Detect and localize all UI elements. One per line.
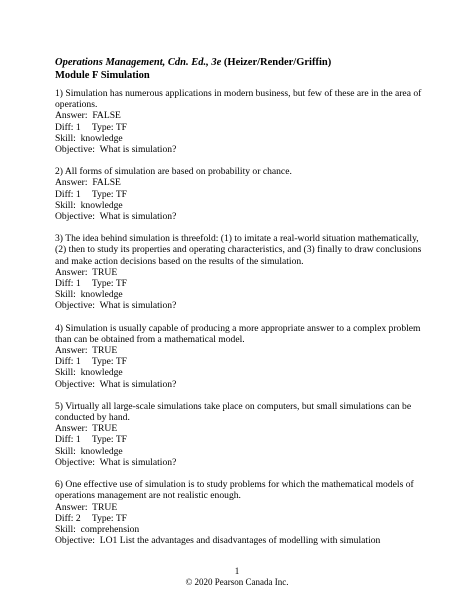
type-label: Type: [91, 434, 116, 446]
answer-label: Answer: [55, 177, 93, 189]
objective-label: Objective: [55, 456, 100, 468]
type-value: TF [115, 188, 128, 200]
answer-label: Answer: [55, 266, 93, 278]
answer-line [55, 423, 425, 434]
answer-line [55, 177, 425, 188]
question-text: 5) Virtually all large-scale simulations take place on computers, but small simulations can be conducted by hand. [55, 400, 412, 424]
diff-label: Diff: [55, 121, 76, 133]
type-label: Type: [91, 278, 116, 290]
question-item [55, 323, 425, 390]
question-item [55, 401, 425, 468]
answer-value: TRUE [92, 266, 118, 278]
answer-line [55, 502, 425, 513]
skill-line [55, 367, 425, 378]
diff-label: Diff: [55, 278, 76, 290]
type-value: TF [115, 512, 128, 524]
page-number: 1 [234, 566, 240, 576]
skill-line [55, 446, 425, 457]
book-authors: (Heizer/Render/Griffin) [221, 57, 332, 68]
skill-value: knowledge [80, 367, 123, 379]
type-label: Type: [91, 512, 116, 524]
answer-value: TRUE [92, 423, 118, 435]
answer-label: Answer: [55, 110, 93, 122]
question-list [55, 88, 425, 557]
skill-value: knowledge [80, 199, 123, 211]
answer-value: TRUE [92, 501, 118, 513]
objective-line [55, 535, 425, 546]
skill-label: Skill: [55, 523, 81, 535]
diff-line [55, 122, 425, 133]
objective-line [55, 144, 425, 155]
answer-line [55, 267, 425, 278]
question-text: 3) The idea behind simulation is threefold: (1) to imitate a real-world situation mathematically, (2) then to study its properties and operating characteristics, and (3) finally to draw conclusions and make action decisions based on the results of the simulation. [55, 233, 422, 267]
diff-value: 1 [75, 278, 81, 290]
objective-value: What is simulation? [99, 211, 177, 223]
diff-line [55, 513, 425, 524]
question-item [55, 88, 425, 155]
answer-line [55, 110, 425, 121]
type-label: Type: [91, 188, 116, 200]
diff-line [55, 278, 425, 289]
objective-value: What is simulation? [99, 456, 177, 468]
question-text: 4) Simulation is usually capable of producing a more appropriate answer to a complex problem than can be obtained from a mathematical model. [55, 322, 421, 345]
type-label: Type: [91, 121, 116, 133]
module-title: Module F Simulation [55, 70, 150, 81]
diff-label: Diff: [55, 434, 76, 446]
diff-value: 1 [75, 121, 81, 133]
diff-value: 2 [75, 512, 81, 524]
question-text: 6) One effective use of simulation is to study problems for which the mathematical models of operations management are not realistic enough. [55, 479, 414, 502]
type-value: TF [115, 121, 128, 133]
skill-label: Skill: [55, 289, 81, 301]
question-item [55, 166, 425, 222]
skill-line [55, 524, 425, 535]
diff-value: 1 [75, 188, 81, 200]
objective-line [55, 211, 425, 222]
objective-value: What is simulation? [99, 378, 177, 390]
question-item [55, 233, 425, 311]
objective-label: Objective: [55, 300, 100, 312]
skill-label: Skill: [55, 132, 81, 144]
objective-label: Objective: [55, 211, 100, 223]
diff-label: Diff: [55, 512, 76, 524]
type-value: TF [115, 434, 128, 446]
skill-value: knowledge [80, 132, 123, 144]
answer-label: Answer: [55, 345, 93, 357]
answer-label: Answer: [55, 501, 93, 513]
objective-value: LO1 List the advantages and disadvantages of modelling with simulation [99, 535, 381, 547]
skill-label: Skill: [55, 367, 81, 379]
answer-value: TRUE [92, 345, 118, 357]
skill-value: comprehension [80, 523, 140, 535]
question-text: 1) Simulation has numerous applications in modern business, but few of these are in the area of operations. [55, 88, 422, 111]
type-value: TF [115, 278, 128, 290]
book-title-italic: Operations Management, Cdn. Ed., 3e [55, 57, 222, 68]
question-item [55, 479, 425, 546]
diff-line [55, 189, 425, 200]
objective-label: Objective: [55, 535, 100, 547]
skill-value: knowledge [80, 445, 123, 457]
diff-label: Diff: [55, 356, 76, 368]
objective-line [55, 379, 425, 390]
skill-label: Skill: [55, 445, 81, 457]
type-value: TF [115, 356, 128, 368]
skill-label: Skill: [55, 199, 81, 211]
objective-line [55, 457, 425, 468]
answer-label: Answer: [55, 423, 93, 435]
skill-value: knowledge [80, 289, 123, 301]
diff-value: 1 [75, 356, 81, 368]
answer-value: FALSE [92, 110, 121, 122]
skill-line [55, 200, 425, 211]
objective-line [55, 300, 425, 311]
answer-line [55, 345, 425, 356]
answer-value: FALSE [92, 177, 121, 189]
objective-label: Objective: [55, 144, 100, 156]
document-header [55, 56, 435, 82]
book-title [55, 56, 435, 69]
objective-value: What is simulation? [99, 300, 177, 312]
type-label: Type: [91, 356, 116, 368]
diff-line [55, 356, 425, 367]
diff-value: 1 [75, 434, 81, 446]
skill-line [55, 289, 425, 300]
diff-line [55, 434, 425, 445]
diff-label: Diff: [55, 188, 76, 200]
skill-line [55, 133, 425, 144]
copyright-notice: © 2020 Pearson Canada Inc. [185, 577, 289, 587]
objective-label: Objective: [55, 378, 100, 390]
question-text: 2) All forms of simulation are based on probability or chance. [55, 166, 292, 178]
objective-value: What is simulation? [99, 144, 177, 156]
